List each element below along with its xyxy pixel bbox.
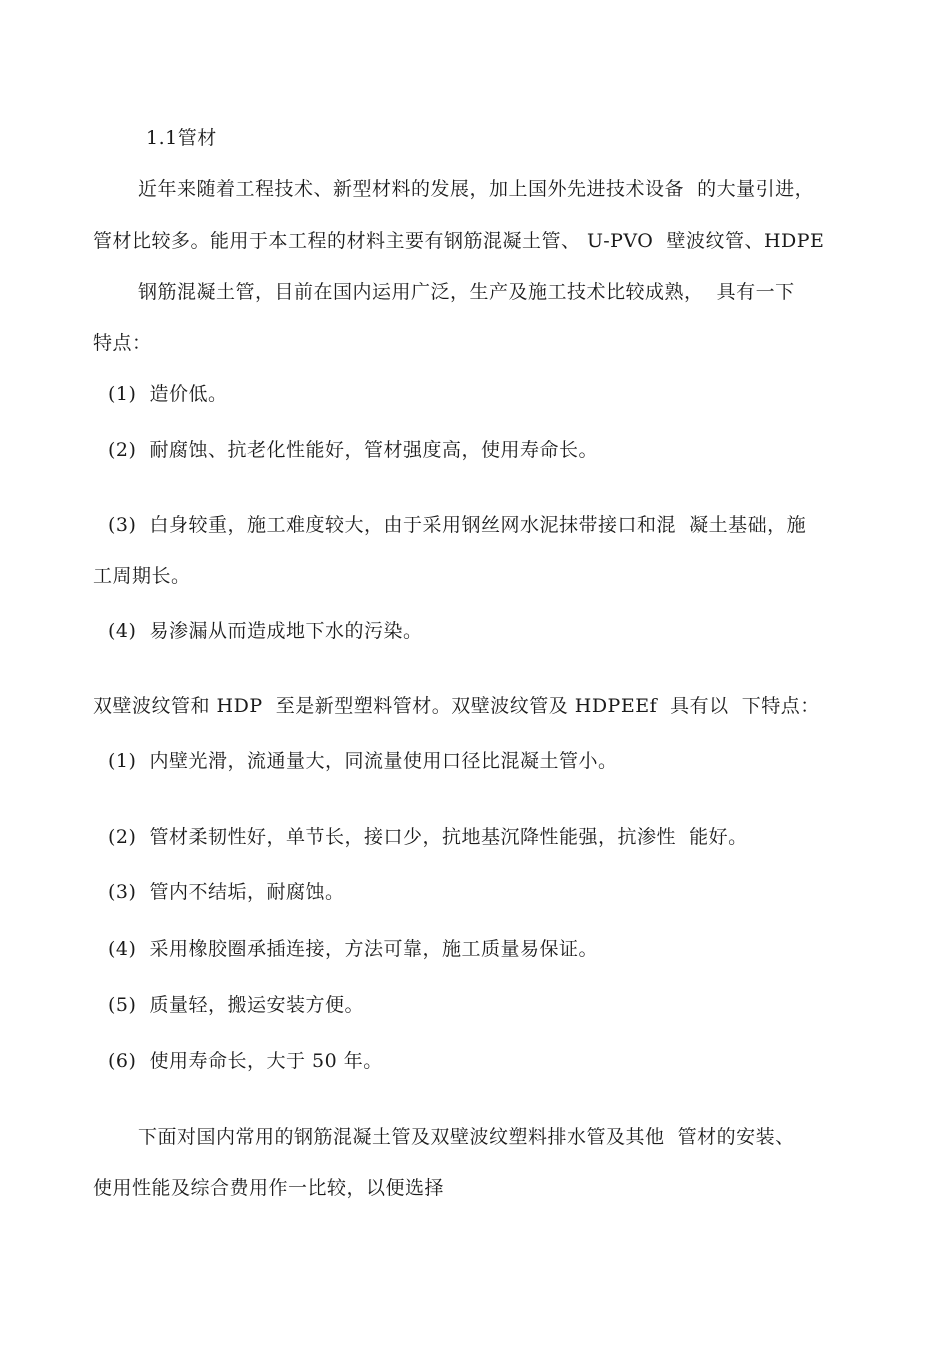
plastic-pipe-item-2: (2) 管材柔韧性好，单节长，接口少，抗地基沉降性能强，抗渗性 能好。 <box>108 826 748 848</box>
plastic-pipe-item-5: (5) 质量轻，搬运安装方便。 <box>108 994 364 1016</box>
concrete-pipe-item-3: (3) 白身较重，施工难度较大，由于采用钢丝网水泥抹带接口和混 凝土基础，施 <box>108 514 807 536</box>
plastic-pipe-item-1: (1) 内壁光滑，流通量大，同流量使用口径比混凝土管小。 <box>108 750 618 772</box>
plastic-pipe-item-6: (6) 使用寿命长，大于 50 年。 <box>108 1050 383 1072</box>
plastic-pipe-item-3: (3) 管内不结垢，耐腐蚀。 <box>108 881 345 903</box>
concrete-pipe-intro-line-2: 特点： <box>93 332 152 354</box>
conclusion-line-2: 使用性能及综合费用作一比较，以便选择 <box>93 1177 445 1199</box>
concrete-pipe-item-1: (1) 造价低。 <box>108 383 228 405</box>
intro-paragraph-line-2: 管材比较多。能用于本工程的材料主要有钢筋混凝土管、 U-PVO 壁波纹管、HDPE <box>93 230 825 252</box>
concrete-pipe-intro-line-1: 钢筋混凝土管，目前在国内运用广泛，生产及施工技术比较成熟， 具有一下 <box>138 281 795 303</box>
plastic-pipe-intro: 双壁波纹管和 HDP 至是新型塑料管材。双壁波纹管及 HDPEEf 具有以 下特点： <box>93 695 820 717</box>
intro-paragraph-line-1: 近年来随着工程技术、新型材料的发展，加上国外先进技术设备 的大量引进， <box>138 178 815 200</box>
plastic-pipe-item-4: (4) 采用橡胶圈承插连接，方法可靠，施工质量易保证。 <box>108 938 598 960</box>
section-heading: 1.1管材 <box>146 127 217 149</box>
concrete-pipe-item-3-continued: 工周期长。 <box>93 565 191 587</box>
concrete-pipe-item-2: (2) 耐腐蚀、抗老化性能好，管材强度高，使用寿命长。 <box>108 439 598 461</box>
conclusion-line-1: 下面对国内常用的钢筋混凝土管及双壁波纹塑料排水管及其他 管材的安装、 <box>138 1126 795 1148</box>
concrete-pipe-item-4: (4) 易渗漏从而造成地下水的污染。 <box>108 620 423 642</box>
